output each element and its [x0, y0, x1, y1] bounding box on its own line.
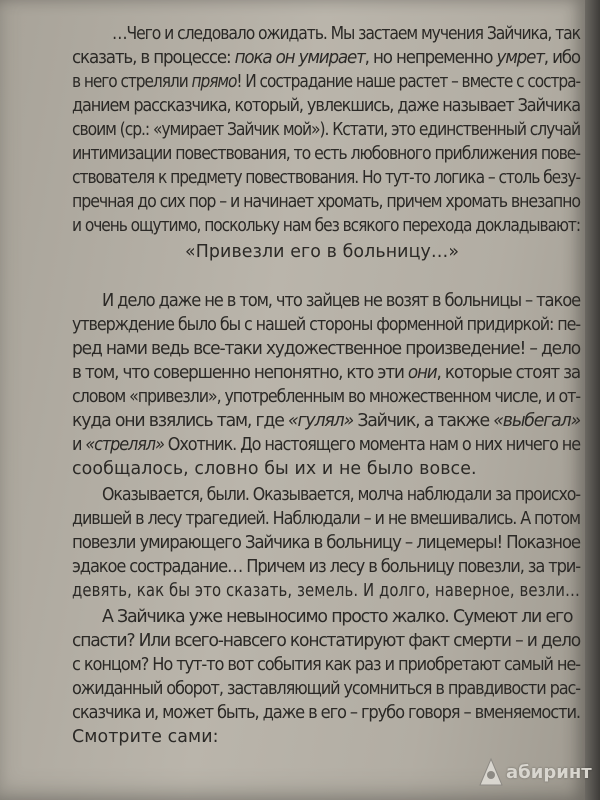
text-run: пока он умирает [234, 48, 365, 68]
text-run: с концом? Но тут-то вот события как раз и приобретают самый не- [72, 655, 580, 675]
text-run: ожиданный оборот, заставляющий усомниться в правдивости рас- [72, 679, 580, 699]
text-run: словом «привезли», употребленным во множественном числе, и от- [72, 387, 580, 407]
text-run: , которые стоят за [436, 363, 580, 383]
text-run: и [72, 435, 86, 455]
text-line [72, 557, 580, 577]
text-run: своим (ср.: «умирает Зайчик мой»). Кстати, это единственный случай [72, 120, 580, 140]
text-line [72, 168, 580, 188]
book-edge [585, 0, 600, 800]
text-run: спасти? Или всего-навсего констатируют факт смерти – и дело [72, 631, 580, 651]
text-run: и очень ощутимо, поскольку нам без всякого перехода докладывают: [72, 216, 580, 236]
text-line [72, 703, 580, 723]
text-run: повезли умирающего Зайчика в больницу – лицемеры! Показное [72, 533, 580, 553]
text-run: «стрелял» [85, 435, 164, 455]
text-run: пречная до сих пор – и начинает хромать, причем хромать внезапно [72, 192, 580, 212]
text-run: ! И сострадание наше растет – вместе с состра- [236, 72, 580, 92]
text-line [102, 485, 580, 505]
text-line [72, 72, 580, 92]
text-line [72, 315, 580, 335]
text-run: , но непременно [364, 48, 497, 68]
text-line [185, 242, 459, 262]
text-line [72, 655, 580, 675]
text-line [72, 411, 580, 431]
text-run: «Привезли его в больницу…» [185, 242, 460, 262]
text-line [72, 509, 580, 529]
text-run: дившей в лесу трагедией. Наблюдали – и не вмешивались. А потом [72, 509, 580, 529]
text-run: Зайчик, а также [353, 411, 494, 431]
text-run: , ибо [543, 48, 580, 68]
text-line [72, 435, 580, 455]
text-run: куда они взялись там, где [72, 411, 289, 431]
text-run: умрет [496, 48, 544, 68]
text-line [72, 679, 580, 699]
text-run: Смотрите сами: [72, 727, 219, 747]
text-run: эдакое сострадание… Причем из лесу в больницу повезли, за три- [72, 557, 580, 577]
text-run: утверждение было бы с нашей стороны форменной придиркой: пе- [72, 315, 580, 335]
text-run: сказчика и, может быть, даже в его – грубо говоря – вменяемости. [72, 703, 580, 723]
text-line [72, 216, 580, 236]
text-run: «выбегал» [493, 411, 580, 431]
text-run: сообщалось, словно бы их и не было вовсе. [72, 459, 477, 479]
text-line [72, 96, 580, 116]
text-run: ред нами ведь все-таки художественное произведение! – дело [72, 339, 580, 359]
text-run: данием рассказчика, который, увлекшись, даже называет Зайчика [72, 96, 580, 116]
text-line [72, 120, 580, 140]
text-line [72, 631, 580, 651]
text-line [112, 24, 580, 44]
text-line [102, 607, 572, 627]
text-run: в том, что совершенно непонятно, кто эти [72, 363, 408, 383]
text-run: «гулял» [288, 411, 354, 431]
text-run: Охотник. До настоящего момента нам о них ничего не [163, 435, 580, 455]
text-run: девять, как бы это сказать, земель. И долго, наверное, везли… [72, 581, 580, 601]
text-line [72, 48, 580, 68]
watermark [478, 754, 592, 790]
text-line [72, 192, 580, 212]
text-line [72, 363, 580, 383]
text-line [72, 339, 580, 359]
text-line [72, 459, 477, 479]
text-run: они [407, 363, 437, 383]
text-run: ствователя к предмету повествования. Но тут-то логика – столь безу- [72, 168, 580, 188]
watermark-text: абиринт [506, 761, 592, 783]
text-line [72, 581, 580, 601]
text-line [72, 533, 580, 553]
text-run: Оказывается, были. Оказывается, молча наблюдали за происхо- [102, 485, 580, 505]
text-line [72, 387, 580, 407]
text-run: И дело даже не в том, что зайцев не возят в больницы – такое [102, 291, 580, 311]
text-run: в него стреляли [72, 72, 192, 92]
text-line [102, 291, 580, 311]
text-run: сказать, в процессе: [72, 48, 235, 68]
text-run: А Зайчика уже невыносимо просто жалко. Сумеют ли его [102, 607, 573, 627]
text-run: интимизации повествования, то есть любовного приближения пове- [72, 144, 580, 164]
text-line [72, 727, 219, 747]
text-run: …Чего и следовало ожидать. Мы застаем мучения Зайчика, так [112, 24, 580, 44]
text-run: прямо [191, 72, 237, 92]
labirint-logo-icon [478, 757, 504, 787]
text-line [72, 144, 580, 164]
